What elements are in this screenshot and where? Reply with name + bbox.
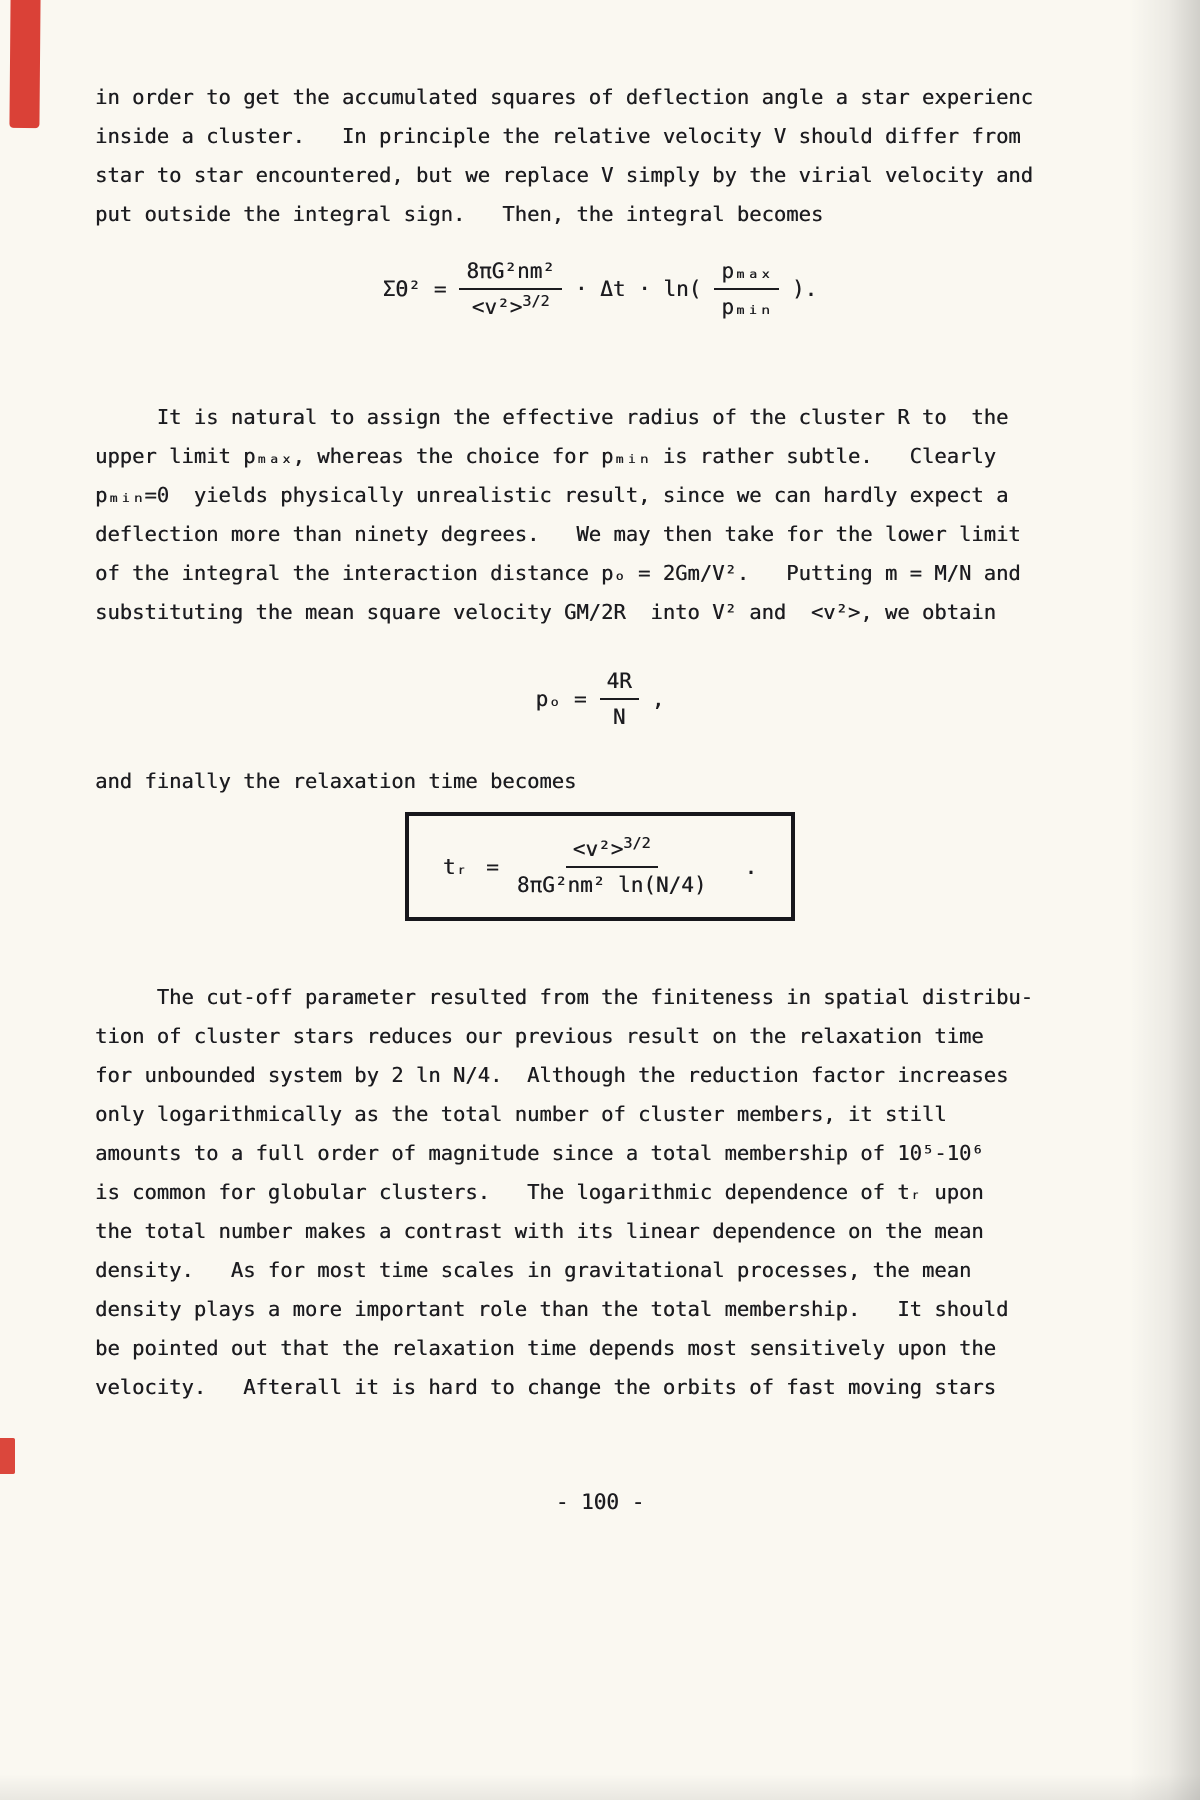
eq3-num-base: <v²> bbox=[572, 837, 624, 861]
eq1-numerator: 8πG²nm² bbox=[459, 258, 562, 290]
paragraph-discussion bbox=[95, 978, 1033, 1407]
text-line: for unbounded system by 2 ln N/4. Although the reduction factor increases bbox=[95, 1063, 1009, 1087]
eq2-numerator: 4R bbox=[600, 668, 639, 700]
equation-deflection-sum bbox=[0, 258, 1200, 321]
paragraph-limits bbox=[95, 398, 1021, 632]
eq2-tail: , bbox=[651, 687, 665, 712]
text-line: density plays a more important role than the total membership. It should bbox=[95, 1297, 1009, 1321]
text-line: amounts to a full order of magnitude since a total membership of 10⁵-10⁶ bbox=[95, 1141, 984, 1165]
fraction bbox=[517, 836, 707, 899]
text-line: The cut-off parameter resulted from the finiteness in spatial distribu- bbox=[95, 985, 1033, 1009]
eq1-close: ). bbox=[791, 277, 818, 302]
eq3-equals: = bbox=[486, 855, 499, 880]
text-line: be pointed out that the relaxation time depends most sensitively upon the bbox=[95, 1336, 996, 1360]
equation-impact-parameter bbox=[0, 668, 1200, 731]
scan-shadow-bottom bbox=[0, 1774, 1200, 1800]
eq1-denominator bbox=[472, 290, 550, 320]
text-line: deflection more than ninety degrees. We may then take for the lower limit bbox=[95, 522, 1021, 546]
eq3-num-exponent: 3/2 bbox=[623, 834, 651, 852]
page-number: - 100 - bbox=[555, 1490, 645, 1514]
eq1-lhs: ΣΘ² bbox=[382, 277, 421, 302]
text-line: inside a cluster. In principle the relative velocity V should differ from bbox=[95, 124, 1021, 148]
eq1-equals: = bbox=[433, 277, 447, 302]
eq1-pmin: pₘᵢₙ bbox=[721, 295, 772, 320]
equation-relaxation-time-boxed bbox=[405, 812, 795, 921]
paragraph-intro bbox=[95, 78, 1033, 234]
eq3-lhs: tᵣ bbox=[442, 855, 469, 880]
paragraph-lead-in bbox=[95, 762, 576, 801]
text-line: of the integral the interaction distance pₒ = 2Gm/V². Putting m = M/N and bbox=[95, 561, 1021, 585]
fraction bbox=[600, 668, 639, 731]
text-line: in order to get the accumulated squares of deflection angle a star experienc bbox=[95, 85, 1033, 109]
text-line: velocity. Afterall it is hard to change the orbits of fast moving stars bbox=[95, 1375, 996, 1399]
eq1-den-exponent: 3/2 bbox=[522, 292, 550, 311]
eq1-middle: · Δt · ln( bbox=[574, 277, 702, 302]
red-marker-top-left bbox=[9, 0, 40, 128]
eq2-lhs: pₒ bbox=[535, 687, 561, 712]
text-line: It is natural to assign the effective radius of the cluster R to the bbox=[95, 405, 1009, 429]
text-line: pₘᵢₙ=0 yields physically unrealistic result, since we can hardly expect a bbox=[95, 483, 1009, 507]
red-marker-left-edge bbox=[0, 1438, 15, 1474]
text-line: only logarithmically as the total number of cluster members, it still bbox=[95, 1102, 947, 1126]
text-line: star to star encountered, but we replace V simply by the virial velocity and bbox=[95, 163, 1033, 187]
text-line: put outside the integral sign. Then, the integral becomes bbox=[95, 202, 824, 226]
equation-relaxation-time-wrap bbox=[0, 812, 1200, 921]
text-line: and finally the relaxation time becomes bbox=[95, 769, 577, 793]
text-line: upper limit pₘₐₓ, whereas the choice for pₘᵢₙ is rather subtle. Clearly bbox=[95, 444, 996, 468]
text-line: substituting the mean square velocity GM/2R into V² and <v²>, we obtain bbox=[95, 600, 996, 624]
eq2-equals: = bbox=[573, 687, 587, 712]
eq1-pmax: pₘₐₓ bbox=[714, 258, 779, 290]
eq3-numerator bbox=[566, 836, 658, 868]
text-line: the total number makes a contrast with its linear dependence on the mean bbox=[95, 1219, 984, 1243]
eq3-denominator: 8πG²nm² ln(N/4) bbox=[516, 873, 707, 898]
text-line: density. As for most time scales in gravitational processes, the mean bbox=[95, 1258, 972, 1282]
eq2-denominator: N bbox=[612, 705, 626, 730]
fraction bbox=[714, 258, 779, 321]
fraction bbox=[459, 258, 562, 321]
text-line: tion of cluster stars reduces our previous result on the relaxation time bbox=[95, 1024, 984, 1048]
eq1-den-base: <v²> bbox=[471, 295, 523, 320]
eq3-period: . bbox=[744, 855, 758, 880]
text-line: is common for globular clusters. The logarithmic dependence of tᵣ upon bbox=[95, 1180, 984, 1204]
